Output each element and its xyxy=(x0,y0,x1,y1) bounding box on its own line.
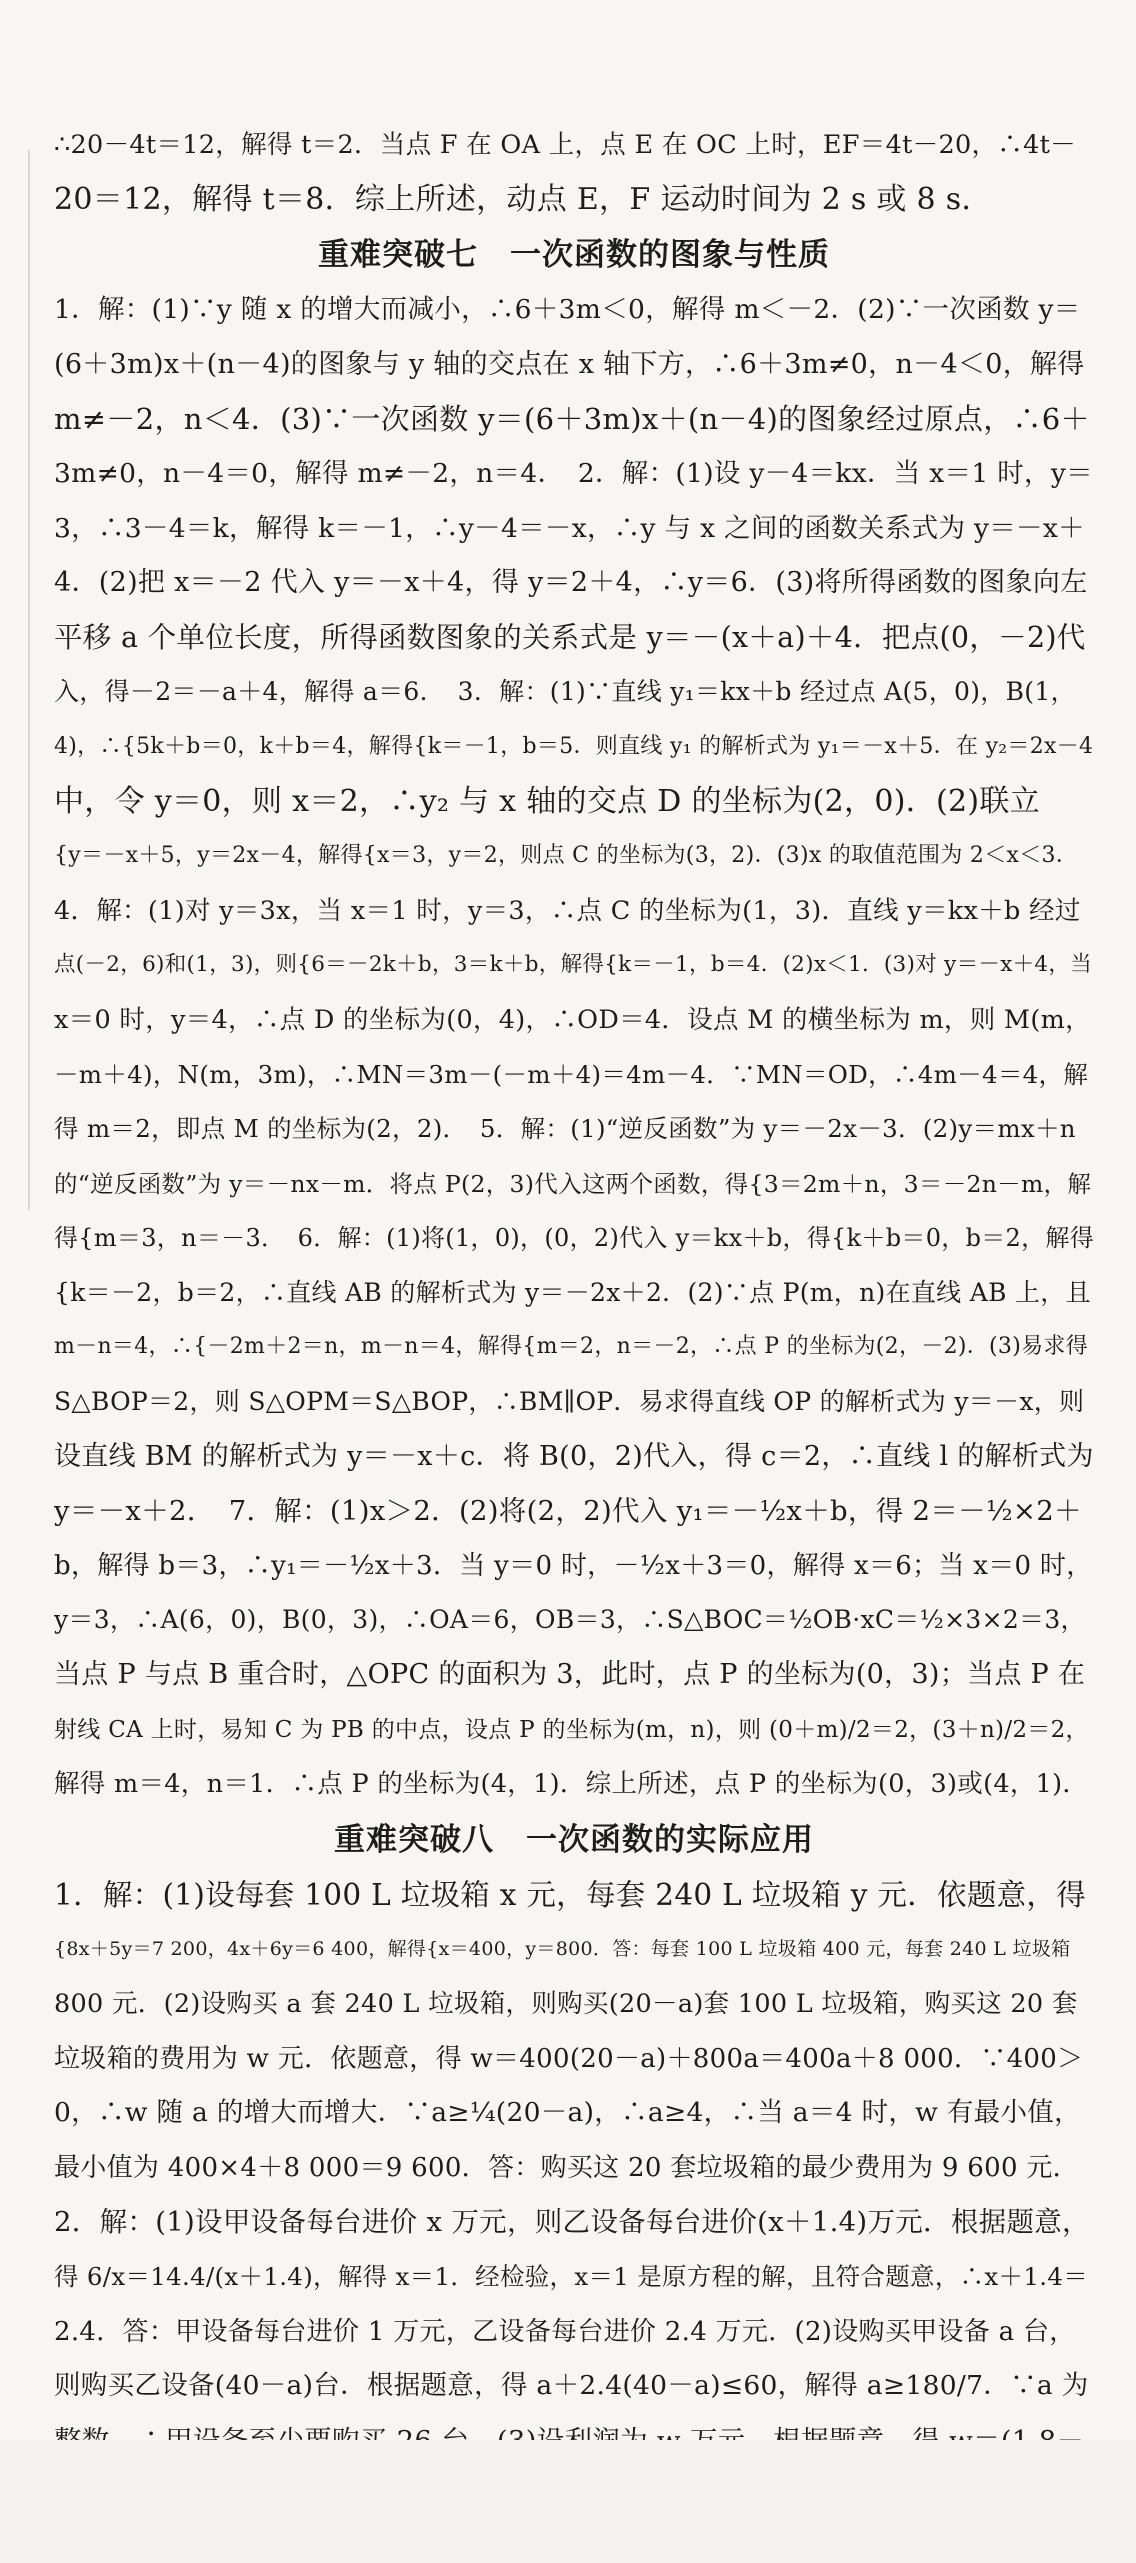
text-line: ∴20－4t＝12，解得 t＝2．当点 F 在 OA 上，点 E 在 OC 上时，EF＝4t－20，∴4t－ xyxy=(54,130,1076,160)
text-line: －m＋4)，N(m，3m)，∴MN＝3m－(－m＋4)＝4m－4．∵MN＝OD，∴4m－4＝4，解 xyxy=(54,1059,1089,1089)
text-line: 入，得－2＝－a＋4，解得 a＝6． 3．解：(1)∵直线 y₁＝kx＋b 经过点 A(5，0)，B(1， xyxy=(54,677,1076,707)
text-line: 的“逆反函数”为 y＝－nx－m．将点 P(2，3)代入这两个函数，得{3＝2m＋n，3＝－2n－m，解 xyxy=(54,1169,1092,1198)
text-line: 垃圾箱的费用为 w 元．依题意，得 w＝400(20－a)＋800a＝400a＋8 000．∵400＞ xyxy=(54,2043,1084,2074)
text-line: m－n＝4，∴{－2m＋2＝n，m－n＝4，解得{m＝2，n＝－2，∴点 P 的坐标为(2，－2)．(3)易求得 xyxy=(54,1334,1089,1360)
text-line: S△BOP＝2，则 S△OPM＝S△BOP，∴BM∥OP．易求得直线 OP 的解析式为 y＝－x，则 xyxy=(54,1387,1085,1417)
text-line: 当点 P 与点 B 重合时，△OPC 的面积为 3，此时，点 P 的坐标为(0，3)；当点 P 在 xyxy=(54,1659,1086,1691)
text-line: 2.4．答：甲设备每台进价 1 万元，乙设备每台进价 2.4 万元．(2)设购买甲设备 a 台， xyxy=(54,2316,1076,2347)
text-line: {y＝－x＋5，y＝2x－4，解得{x＝3，y＝2，则点 C 的坐标为(3，2)．(3)x 的取值范围为 2＜x＜3． xyxy=(54,843,1079,869)
text-line: y＝－x＋2． 7．解：(1)x＞2．(2)将(2，2)代入 y₁＝－½x＋b，得 2＝－½×2＋ xyxy=(54,1495,1082,1528)
text-line: 1．解：(1)∵y 随 x 的增大而减小，∴6＋3m＜0，解得 m＜－2．(2)∵一次函数 y＝ xyxy=(54,294,1081,326)
text-line: 最小值为 400×4＋8 000＝9 600．答：购买这 20 套垃圾箱的最少费用为 9 600 元． xyxy=(54,2152,1079,2183)
text-line: x＝0 时，y＝4，∴点 D 的坐标为(0，4)，∴OD＝4．设点 M 的横坐标为 m，则 M(m， xyxy=(54,1004,1091,1035)
text-line: b，解得 b＝3，∴y₁＝－½x＋3．当 y＝0 时，－½x＋3＝0，解得 x＝6；当 x＝0 时， xyxy=(54,1550,1093,1581)
text-line: 3m≠0，n－4＝0，解得 m≠－2，n＝4． 2．解：(1)设 y－4＝kx．当 x＝1 时，y＝ xyxy=(54,457,1093,489)
text-line: m≠－2，n＜4．(3)∵一次函数 y＝(6＋3m)x＋(n－4)的图象经过原点，∴6＋ xyxy=(54,402,1090,437)
text-line: 4)，∴{5k＋b＝0，k＋b＝4，解得{k＝－1，b＝5．则直线 y₁ 的解析式为 y₁＝－x＋5．在 y₂＝2x－4 xyxy=(54,733,1094,759)
text-line: 点(－2，6)和(1，3)，则{6＝－2k＋b，3＝k＋b，解得{k＝－1，b＝4．(2)x＜1．(3)对 y＝－x＋4，当 xyxy=(54,952,1092,978)
text-line: (6＋3m)x＋(n－4)的图象与 y 轴的交点在 x 轴下方，∴6＋3m≠0，n－4＜0，解得 xyxy=(54,348,1085,380)
text-line: 中，令 y＝0，则 x＝2，∴y₂ 与 x 轴的交点 D 的坐标为(2，0)．(2)联立 xyxy=(54,783,1041,819)
text-line: 20＝12，解得 t＝8．综上所述，动点 E，F 运动时间为 2 s 或 8 s． xyxy=(54,181,992,217)
text-line: 得{m＝3，n＝－3． 6．解：(1)将(1，0)，(0，2)代入 y＝kx＋b，得{k＋b＝0，b＝2，解得 xyxy=(54,1224,1094,1253)
text-line: 射线 CA 上时，易知 C 为 PB 的中点，设点 P 的坐标为(m，n)，则 (0＋m)/2＝2，(3＋n)/2＝2， xyxy=(54,1716,1089,1743)
text-line: {8x＋5y＝7 200，4x＋6y＝6 400，解得{x＝400，y＝800．答：每套 100 L 垃圾箱 400 元，每套 240 L 垃圾箱 xyxy=(54,1938,1071,1961)
text-line: 800 元．(2)设购买 a 套 240 L 垃圾箱，则购买(20－a)套 100 L 垃圾箱，购买这 20 套 xyxy=(54,1989,1078,2019)
text-line: 得 m＝2，即点 M 的坐标为(2，2)． 5．解：(1)“逆反函数”为 y＝－2x－3．(2)y＝mx＋n xyxy=(54,1114,1076,1144)
text-line: y＝3，∴A(6，0)，B(0，3)，∴OA＝6，OB＝3，∴S△BOC＝½OB·xC＝½×3×2＝3， xyxy=(54,1605,1086,1635)
text-line: 解得 m＝4，n＝1．∴点 P 的坐标为(4，1)．综上所述，点 P 的坐标为(0，3)或(4，1)． xyxy=(54,1769,1089,1800)
text-line: 4．解：(1)对 y＝3x，当 x＝1 时，y＝3，∴点 C 的坐标为(1，3)．直线 y＝kx＋b 经过 xyxy=(54,895,1081,926)
text-line: 平移 a 个单位长度，所得函数图象的关系式是 y＝－(x＋a)＋4．把点(0，－2)代 xyxy=(54,620,1086,654)
text-line: {k＝－2，b＝2，∴直线 AB 的解析式为 y＝－2x＋2．(2)∵点 P(m，n)在直线 AB 上，且 xyxy=(54,1277,1091,1307)
answer-text-block xyxy=(54,118,1094,2523)
text-line: 得 6/x＝14.4/(x＋1.4)，解得 x＝1．经检验，x＝1 是原方程的解，且符合题意，∴x＋1.4＝ xyxy=(54,2261,1089,2291)
bottom-margin xyxy=(0,2440,1136,2563)
text-line: 4．(2)把 x＝－2 代入 y＝－x＋4，得 y＝2＋4，∴y＝6．(3)将所得函数的图象向左 xyxy=(54,567,1088,599)
margin-rule xyxy=(28,150,30,1210)
text-line: 2．解：(1)设甲设备每台进价 x 万元，则乙设备每台进价(x＋1.4)万元．根据题意， xyxy=(54,2206,1090,2239)
section-heading: 重难突破七 一次函数的图象与性质 xyxy=(318,237,830,274)
text-line: 1．解：(1)设每套 100 L 垃圾箱 x 元，每套 240 L 垃圾箱 y 元．依题意，得 xyxy=(54,1877,1087,1912)
text-line: 则购买乙设备(40－a)台．根据题意，得 a＋2.4(40－a)≤60，解得 a≥180/7．∵a 为 xyxy=(54,2370,1089,2402)
text-line: 设直线 BM 的解析式为 y＝－x＋c．将 B(0，2)代入，得 c＝2，∴直线 l 的解析式为 xyxy=(54,1440,1094,1472)
section-heading: 重难突破八 一次函数的实际应用 xyxy=(334,1821,814,1858)
text-line: 3，∴3－4＝k，解得 k＝－1，∴y－4＝－x，∴y 与 x 之间的函数关系式为 y＝－x＋ xyxy=(54,512,1085,544)
text-line: 0，∴w 随 a 的增大而增大．∵a≥¼(20－a)，∴a≥4，∴当 a＝4 时，w 有最小值， xyxy=(54,2097,1081,2129)
